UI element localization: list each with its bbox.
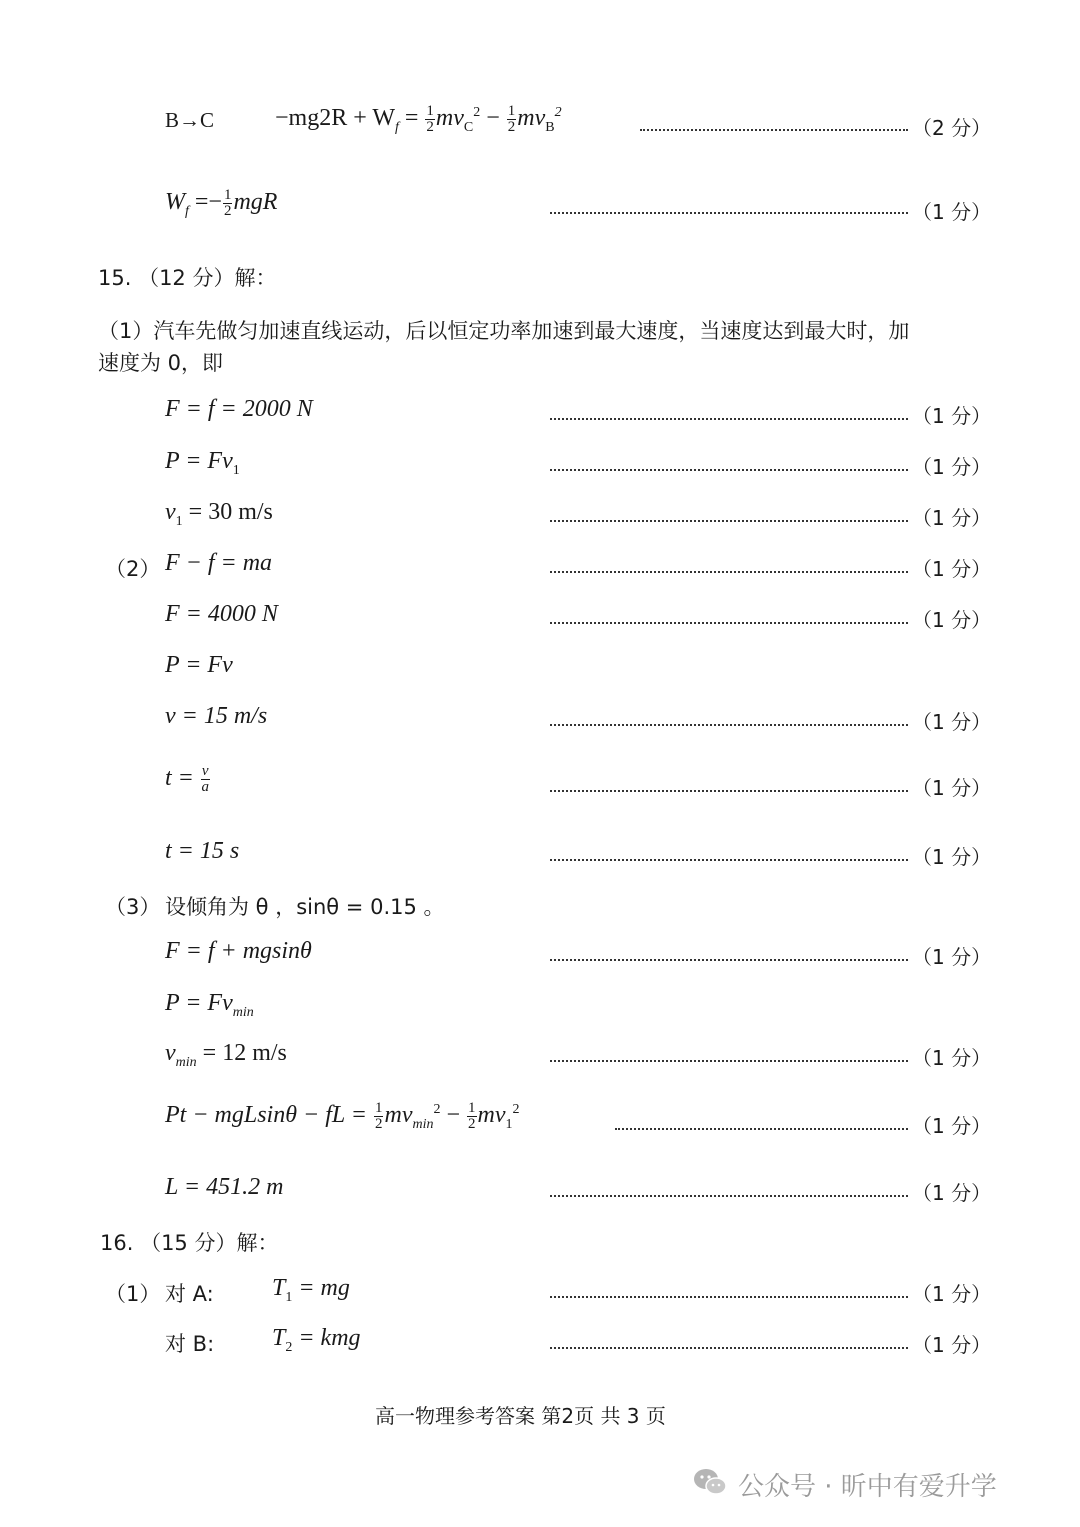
watermark-text: 公众号 · 昕中有爱升学 <box>738 1472 997 1502</box>
q15-p1-line1: （1）汽车先做匀加速直线运动，后以恒定功率加速到最大速度，当速度达到最大时，加 <box>98 319 910 343</box>
leader-dots <box>550 790 908 792</box>
leader-dots <box>550 571 908 573</box>
eq-vmin: $v_{min} = 12$ m/s <box>165 1040 287 1070</box>
eq-p-fvmin: $P = Fv_{min}$ <box>165 990 254 1020</box>
leader-dots <box>550 859 908 861</box>
eq-f-minus-f: F − f = ma <box>165 550 273 576</box>
leader-dots <box>550 469 908 471</box>
leader-dots <box>550 1296 908 1298</box>
score-1: （1 分） <box>912 1181 992 1205</box>
eq-p-fv1: $P = Fv_1$ <box>165 448 240 478</box>
leader-dots <box>550 622 908 624</box>
leader-dots <box>550 1347 908 1349</box>
part-1-label: （1） <box>105 1282 161 1306</box>
score-1: （1 分） <box>912 710 992 734</box>
eq-t-fraction: t = $\frac{v}{a}$ <box>165 763 209 795</box>
leader-dots <box>615 1128 908 1130</box>
bc-equation: $-mg2R + W_f$ = $\frac{1}{2}$ $mv_C^2$ − $\frac{1}{2}$ $mv_B^2$ <box>275 103 562 135</box>
score-1: （1 分） <box>912 845 992 869</box>
score-1: （1 分） <box>912 1114 992 1138</box>
wechat-icon <box>692 1466 728 1502</box>
score-1: （1 分） <box>912 455 992 479</box>
score-1: （1 分） <box>912 1333 992 1357</box>
eq-energy: Pt − mgLsinθ − fL = $\frac{1}{2}$ $mv_{min}^2$ − $\frac{1}{2}$ $mv_1^2$ <box>165 1100 520 1132</box>
q15-p1-line2: 速度为 0，即 <box>98 351 224 375</box>
score-1: （1 分） <box>912 945 992 969</box>
part-3-label: （3） <box>105 895 161 919</box>
eq-t1: $T_1$ = mg <box>272 1275 350 1305</box>
eq-t-15: t = 15 s <box>165 838 240 864</box>
eq-v-15: v = 15 m/s <box>165 703 268 729</box>
score-2: （2 分） <box>912 116 992 140</box>
leader-dots <box>550 212 908 214</box>
wf-equation: $W_f$ =− $\frac{1}{2}$ mgR <box>165 187 278 219</box>
eq-f-mgsin: F = f + mgsinθ <box>165 938 312 964</box>
eq-p-fv: P = Fv <box>165 652 233 678</box>
eq-v1: $v_1 = 30$ m/s <box>165 499 273 529</box>
leader-dots <box>550 520 908 522</box>
dui-b-label: 对 B: <box>165 1332 215 1356</box>
dui-a-label: 对 A: <box>165 1282 214 1306</box>
leader-dots <box>550 959 908 961</box>
eq-f-equals-f: F = f = 2000 N <box>165 396 313 422</box>
leader-dots <box>550 724 908 726</box>
eq-f-4000: F = 4000 N <box>165 601 278 627</box>
part-3-text: 设倾角为 θ ，sinθ = 0.15 。 <box>165 895 445 919</box>
leader-dots <box>550 418 908 420</box>
q16-title: 16. （15 分）解： <box>100 1231 279 1255</box>
score-1: （1 分） <box>912 776 992 800</box>
leader-dots <box>640 129 908 131</box>
part-2-label: （2） <box>105 557 161 581</box>
score-1: （1 分） <box>912 1046 992 1070</box>
leader-dots <box>550 1060 908 1062</box>
page-footer: 高一物理参考答案 第2页 共 3 页 <box>375 1404 666 1428</box>
score-1: （1 分） <box>912 1282 992 1306</box>
score-1: （1 分） <box>912 404 992 428</box>
score-1: （1 分） <box>912 608 992 632</box>
score-1: （1 分） <box>912 200 992 224</box>
eq-t2: $T_2$ = kmg <box>272 1325 361 1355</box>
leader-dots <box>550 1195 908 1197</box>
bc-label: B→C <box>165 108 215 132</box>
eq-L: L = 451.2 m <box>165 1174 284 1200</box>
score-1: （1 分） <box>912 506 992 530</box>
score-1: （1 分） <box>912 557 992 581</box>
q15-title: 15. （12 分）解： <box>98 266 277 290</box>
